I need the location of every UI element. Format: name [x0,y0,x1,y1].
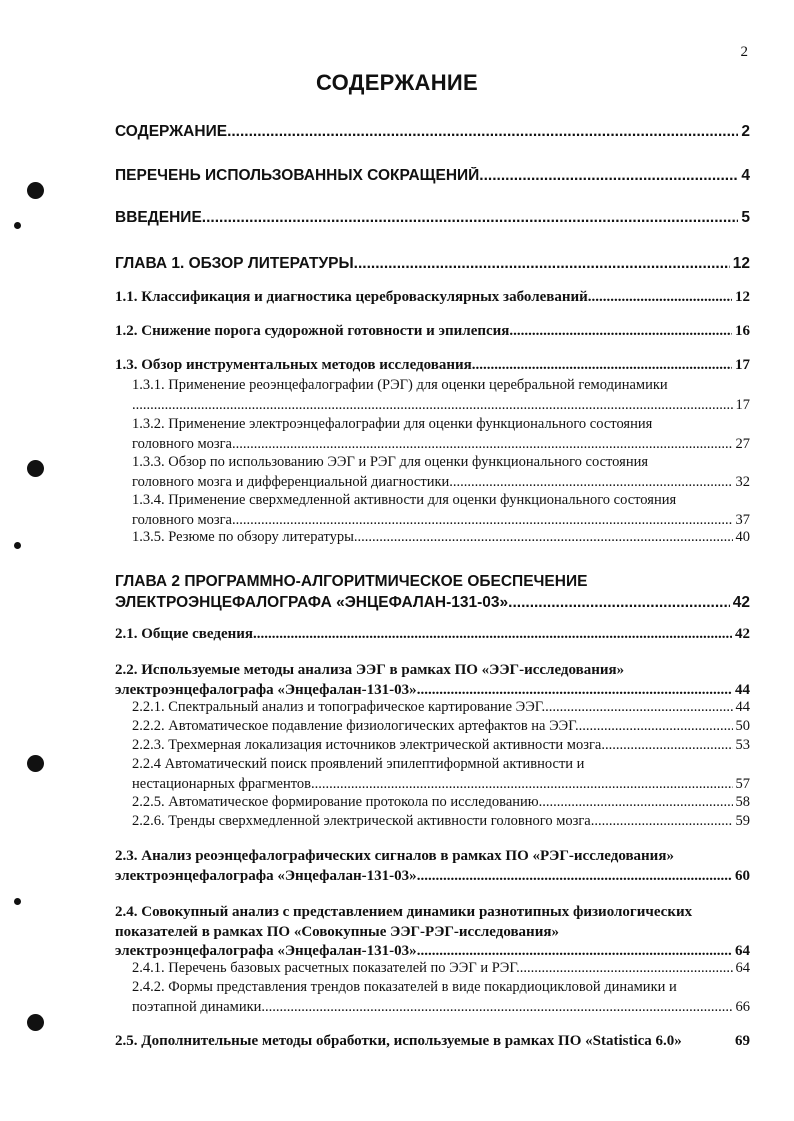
page-number: 2 [740,44,748,60]
toc-entry-1-3-5[interactable]: 1.3.5. Резюме по обзору литературы ..... 40 [132,529,750,546]
toc-entry-1-3-4[interactable]: 1.3.4. Применение сверхмедленной активности для оценки функционального состояния головного мозга ..... 37 [132,491,750,530]
toc-entry-2-4-2[interactable]: 2.4.2. Формы представления трендов показателей в виде покардиоцикловой динамики и поэтапной динамики ..... 66 [132,978,750,1017]
toc-entry-1-1[interactable]: 1.1. Классификация и диагностика цереброваскулярных заболеваний ..... 12 [115,289,750,306]
toc-entry-chapter-1[interactable]: ГЛАВА 1. ОБЗОР ЛИТЕРАТУРЫ ..... 12 [115,255,750,273]
toc-entry-1-3-1[interactable]: 1.3.1. Применение реоэнцефалографии (РЭГ) для оценки церебральной гемодинамики ..... 17 [132,376,750,415]
toc-entry-2-2-2[interactable]: 2.2.2. Автоматическое подавление физиологических артефактов на ЭЭГ ..... 50 [132,718,750,735]
toc-entry-1-3-2[interactable]: 1.3.2. Применение электроэнцефалографии для оценки функционального состояния головного мозга ..... 27 [132,415,750,454]
toc-entry-abbreviations[interactable]: ПЕРЕЧЕНЬ ИСПОЛЬЗОВАННЫХ СОКРАЩЕНИЙ ..... 4 [115,167,750,185]
binding-hole [27,182,44,199]
toc-entry-chapter-2[interactable]: ГЛАВА 2 ПРОГРАММНО-АЛГОРИТМИЧЕСКОЕ ОБЕСПЕЧЕНИЕ ЭЛЕКТРОЭНЦЕФАЛОГРАФА «ЭНЦЕФАЛАН-131-03» ..... 42 [115,571,750,613]
toc-entry-introduction[interactable]: ВВЕДЕНИЕ ..... 5 [115,209,750,227]
toc-entry-2-2-5[interactable]: 2.2.5. Автоматическое формирование протокола по исследованию ..... 58 [132,794,750,811]
binding-hole [14,898,21,905]
binding-hole [14,222,21,229]
toc-entry-2-3[interactable]: 2.3. Анализ реоэнцефалографических сигналов в рамках ПО «РЭГ-исследования» электроэнцефалографа «Энцефалан-131-03» ..... 60 [115,847,750,886]
binding-hole [27,460,44,477]
toc-entry-contents[interactable]: СОДЕРЖАНИЕ ..... 2 [115,123,750,141]
binding-hole [14,542,21,549]
toc-entry-2-2-3[interactable]: 2.2.3. Трехмерная локализация источников электрической активности мозга ..... 53 [132,737,750,754]
toc-entry-1-2[interactable]: 1.2. Снижение порога судорожной готовности и эпилепсия ..... 16 [115,323,750,340]
binding-hole [27,755,44,772]
binding-hole [27,1014,44,1031]
toc-entry-2-2-6[interactable]: 2.2.6. Тренды сверхмедленной электрической активности головного мозга ..... 59 [132,813,750,830]
toc-entry-2-4-1[interactable]: 2.4.1. Перечень базовых расчетных показателей по ЭЭГ и РЭГ ..... 64 [132,960,750,977]
page-title: СОДЕРЖАНИЕ [315,70,479,95]
toc-entry-2-4[interactable]: 2.4. Совокупный анализ с представлением динамики разнотипных физиологических показателей в рамках ПО «Совокупные ЭЭГ-РЭГ-исследования» электроэнцефалографа «Энцефалан-131-03» ..... 64 [115,903,750,961]
toc-entry-2-5[interactable]: 2.5. Дополнительные методы обработки, используемые в рамках ПО «Statistica 6.0» 69 [115,1033,750,1049]
toc-entry-2-2-1[interactable]: 2.2.1. Спектральный анализ и топографическое картирование ЭЭГ ..... 44 [132,699,750,716]
toc-entry-2-2[interactable]: 2.2. Используемые методы анализа ЭЭГ в рамках ПО «ЭЭГ-исследования» электроэнцефалографа «Энцефалан-131-03» ..... 44 [115,661,750,700]
toc-entry-1-3-3[interactable]: 1.3.3. Обзор по использованию ЭЭГ и РЭГ для оценки функционального состояния головного мозга и дифференциальной диагностики ..... 32 [132,453,750,492]
toc-entry-1-3[interactable]: 1.3. Обзор инструментальных методов исследования ..... 17 [115,357,750,374]
toc-entry-2-2-4[interactable]: 2.2.4 Автоматический поиск проявлений эпилептиформной активности и нестационарных фрагментов ..... 57 [132,755,750,794]
toc-entry-2-1[interactable]: 2.1. Общие сведения ..... 42 [115,626,750,643]
